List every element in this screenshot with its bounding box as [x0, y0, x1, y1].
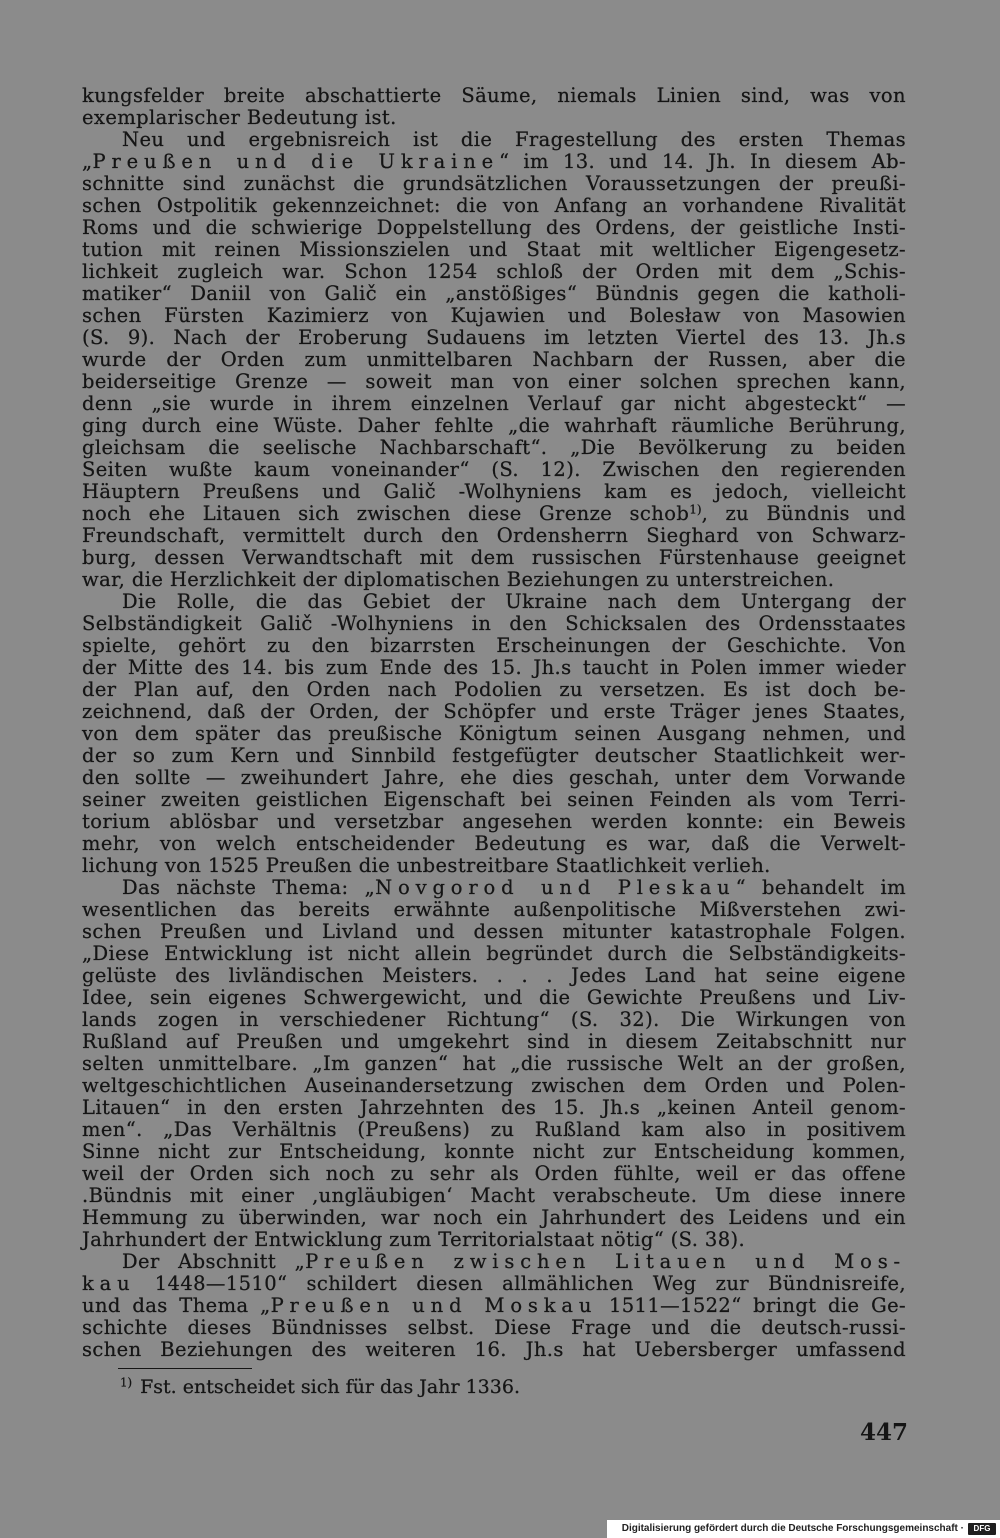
- text-line: [82, 899, 906, 921]
- text-run: lichkeit zugleich war. Schon 1254 schloß der Orden mit dem „Schis-: [82, 260, 906, 283]
- text-line: [82, 1075, 906, 1097]
- text-run: spielte, gehört zu den bizarrsten Erscheinungen der Geschichte. Von: [82, 634, 906, 657]
- text-run: .Bündnis mit einer ‚ungläubigen‘ Macht verabscheute. Um diese innere: [82, 1184, 906, 1207]
- text-line: [82, 855, 906, 877]
- text-run: der Plan auf, den Orden nach Podolien zu versetzen. Es ist doch be-: [82, 678, 906, 701]
- text-line: [82, 877, 906, 899]
- text-run: schen Preußen und Livland und dessen mitunter katastrophale Folgen.: [82, 920, 906, 943]
- text-run: schen Ostpolitik gekennzeichnet: die von Anfang an vorhandene Rivalität: [82, 194, 906, 217]
- text-line: [82, 107, 906, 129]
- text-line: [82, 657, 906, 679]
- text-line: [82, 1207, 906, 1229]
- text-run: Selbständigkeit Galič -Wolhyniens in den Schicksalen des Ordensstaates: [82, 612, 906, 635]
- text-line: [82, 305, 906, 327]
- text-run: Freundschaft, vermittelt durch den Ordensherrn Sieghard von Schwarz-: [82, 524, 906, 547]
- spaced-emphasis: Preußen zwischen Litauen und Mos-: [305, 1250, 906, 1273]
- spaced-emphasis: Novgorod und Pleskau: [375, 876, 736, 899]
- paragraph: [82, 129, 906, 591]
- text-run: gelüste des livländischen Meisters. . . . Jedes Land hat seine eigene: [82, 964, 906, 987]
- text-line: [82, 943, 906, 965]
- text-run: weil der Orden sich noch zu sehr als Orden fühlte, weil er das offene: [82, 1162, 906, 1185]
- text-line: [82, 921, 906, 943]
- text-line: [82, 1295, 906, 1317]
- footnote-reference: 1): [689, 502, 702, 517]
- text-line: [82, 635, 906, 657]
- digitization-credit: [607, 1520, 1000, 1538]
- text-run: Seiten wußte kaum voneinander“ (S. 12). Zwischen den regierenden: [82, 458, 906, 481]
- text-line: [82, 613, 906, 635]
- text-run: mehr, von welch entscheidender Bedeutung es war, daß die Verwelt-: [82, 832, 906, 855]
- text-line: [82, 85, 906, 107]
- text-run: Litauen“ in den ersten Jahrzehnten des 15. Jh.s „keinen Anteil genom-: [82, 1096, 906, 1119]
- text-line: [82, 1119, 906, 1141]
- text-run: weltgeschichtlichen Auseinandersetzung zwischen dem Orden und Polen-: [82, 1074, 906, 1097]
- text-run: Der Abschnitt „: [122, 1250, 306, 1273]
- text-run: exemplarischer Bedeutung ist.: [82, 106, 397, 129]
- text-line: [82, 811, 906, 833]
- text-run: 1448—1510“ schildert diesen allmählichen Weg zur Bündnisreife,: [135, 1272, 906, 1295]
- text-run: beiderseitige Grenze — soweit man von einer solchen sprechen kann,: [82, 370, 906, 393]
- text-line: [82, 987, 906, 1009]
- text-line: [82, 1317, 906, 1339]
- text-line: [82, 129, 906, 151]
- text-run: wesentlichen das bereits erwähnte außenpolitische Mißverstehen zwi-: [82, 898, 906, 921]
- text-run: von dem später das preußische Königtum seinen Ausgang nehmen, und: [82, 722, 906, 745]
- credit-text: Digitalisierung gefördert durch die Deutsche Forschungsgemeinschaft ·: [621, 1523, 964, 1534]
- text-run: zeichnend, daß der Orden, der Schöpfer und erste Träger jenes Staates,: [82, 700, 906, 723]
- text-line: [82, 965, 906, 987]
- text-line: [82, 151, 906, 173]
- text-run: Das nächste Thema: „: [122, 876, 376, 899]
- text-line: [82, 789, 906, 811]
- text-run: denn „sie wurde in ihrem einzelnen Verlauf gar nicht abgesteckt“ —: [82, 392, 906, 415]
- text-line: [82, 173, 906, 195]
- text-run: Idee, sein eigenes Schwergewicht, und die Gewichte Preußens und Liv-: [82, 986, 906, 1009]
- text-run: schen Fürsten Kazimierz von Kujawien und Bolesław von Masowien: [82, 304, 906, 327]
- paragraph: [82, 591, 906, 877]
- text-line: [82, 1185, 906, 1207]
- footnote-rule: [118, 1368, 252, 1369]
- paragraph: [82, 85, 906, 129]
- text-run: burg, dessen Verwandtschaft mit dem russischen Fürstenhause geeignet: [82, 546, 906, 569]
- text-line: [82, 239, 906, 261]
- text-run: ging durch eine Wüste. Daher fehlte „die wahrhaft räumliche Berührung,: [82, 414, 906, 437]
- text-line: [82, 1031, 906, 1053]
- text-run: (S. 9). Nach der Eroberung Sudauens im letzten Viertel des 13. Jh.s: [82, 326, 906, 349]
- text-run: war, die Herzlichkeit der diplomatischen Beziehungen zu unterstreichen.: [82, 568, 835, 591]
- text-run: “ behandelt im: [735, 876, 906, 899]
- text-run: selten unmittelbare. „Im ganzen“ hat „die russische Welt an der großen,: [82, 1052, 906, 1075]
- text-run: matiker“ Daniil von Galič ein „anstößiges“ Bündnis gegen die katholi-: [82, 282, 906, 305]
- text-line: [82, 591, 906, 613]
- text-line: [82, 459, 906, 481]
- spaced-emphasis: Preußen und Moskau: [270, 1294, 598, 1317]
- text-line: [82, 1141, 906, 1163]
- text-run: lands zogen in verschiedener Richtung“ (S. 32). Die Wirkungen von: [82, 1008, 906, 1031]
- text-run: “ im 13. und 14. Jh. In diesem Ab-: [499, 150, 906, 173]
- text-run: „Diese Entwicklung ist nicht allein begründet durch die Selbständigkeits-: [82, 942, 906, 965]
- text-run: 1511—1522“ bringt die Ge-: [597, 1294, 906, 1317]
- body-text: [82, 85, 906, 1361]
- text-line: [82, 767, 906, 789]
- text-run: Roms und die schwierige Doppelstellung des Ordens, der geistliche Insti-: [82, 216, 906, 239]
- text-run: Hemmung zu überwinden, war noch ein Jahrhundert des Leidens und ein: [82, 1206, 906, 1229]
- text-line: [82, 195, 906, 217]
- spaced-emphasis: Preußen und die Ukraine: [92, 150, 500, 173]
- footnote-marker: 1): [120, 1375, 133, 1390]
- text-run: torium ablösbar und versetzbar angesehen werden konnte: ein Beweis: [82, 810, 906, 833]
- text-run: Jahrhundert der Entwicklung zum Territorialstaat nötig“ (S. 38).: [82, 1228, 746, 1251]
- text-run: schichte dieses Bündnisses selbst. Diese Frage und die deutsch-russi-: [82, 1316, 906, 1339]
- text-run: der Mitte des 14. bis zum Ende des 15. Jh.s taucht in Polen immer wieder: [82, 656, 906, 679]
- text-line: [82, 1097, 906, 1119]
- paragraph: [82, 1251, 906, 1361]
- text-line: [82, 1251, 906, 1273]
- text-line: [82, 371, 906, 393]
- text-line: [82, 1229, 906, 1251]
- text-line: [82, 723, 906, 745]
- page-number: 447: [859, 1419, 908, 1446]
- text-run: tution mit reinen Missionszielen und Staat mit weltlicher Eigengesetz-: [82, 238, 906, 261]
- text-run: Rußland auf Preußen und umgekehrt sind in diesem Zeitabschnitt nur: [82, 1030, 906, 1053]
- text-run: Neu und ergebnisreich ist die Fragestellung des ersten Themas: [122, 128, 906, 151]
- text-line: [82, 569, 906, 591]
- text-run: Die Rolle, die das Gebiet der Ukraine nach dem Untergang der: [122, 590, 906, 613]
- text-run: schnitte sind zunächst die grundsätzlichen Voraussetzungen der preußi-: [82, 172, 906, 195]
- text-line: [82, 349, 906, 371]
- paragraph: [82, 877, 906, 1251]
- text-line: [82, 745, 906, 767]
- text-line: [82, 503, 906, 525]
- text-line: [82, 481, 906, 503]
- text-run: gleichsam die seelische Nachbarschaft“. „Die Bevölkerung zu beiden: [82, 436, 906, 459]
- text-line: [82, 1339, 906, 1361]
- spaced-emphasis: kau: [82, 1272, 136, 1295]
- text-run: seiner zweiten geistlichen Eigenschaft bei seinen Feinden als vom Terri-: [82, 788, 906, 811]
- dfg-logo: DFG: [968, 1523, 996, 1535]
- text-line: [82, 833, 906, 855]
- text-run: schen Beziehungen des weiteren 16. Jh.s hat Uebersberger umfassend: [82, 1338, 906, 1361]
- text-line: [82, 525, 906, 547]
- text-line: [82, 437, 906, 459]
- text-run: wurde der Orden zum unmittelbaren Nachbarn der Russen, aber die: [82, 348, 906, 371]
- text-line: [82, 393, 906, 415]
- text-line: [82, 1273, 906, 1295]
- footnote: [120, 1376, 520, 1398]
- text-line: [82, 261, 906, 283]
- text-line: [82, 1163, 906, 1185]
- text-run: kungsfelder breite abschattierte Säume, niemals Linien sind, was von: [82, 84, 906, 107]
- text-run: und das Thema „: [82, 1294, 271, 1317]
- text-run: noch ehe Litauen sich zwischen diese Grenze schob: [82, 502, 690, 525]
- text-run: lichung von 1525 Preußen die unbestreitbare Staatlichkeit verlieh.: [82, 854, 771, 877]
- text-line: [82, 283, 906, 305]
- text-line: [82, 1053, 906, 1075]
- text-line: [82, 327, 906, 349]
- footnote-text: Fst. entscheidet sich für das Jahr 1336.: [140, 1376, 520, 1398]
- text-run: Häuptern Preußens und Galič -Wolhyniens kam es jedoch, vielleicht: [82, 480, 906, 503]
- text-line: [82, 1009, 906, 1031]
- text-run: den sollte — zweihundert Jahre, ehe dies geschah, unter dem Vorwande: [82, 766, 906, 789]
- text-line: [82, 679, 906, 701]
- text-run: , zu Bündnis und: [701, 502, 907, 525]
- text-line: [82, 415, 906, 437]
- text-run: men“. „Das Verhältnis (Preußens) zu Rußland kam also in positivem: [82, 1118, 906, 1141]
- text-run: „: [82, 150, 93, 173]
- text-run: der so zum Kern und Sinnbild festgefügter deutscher Staatlichkeit wer-: [82, 744, 906, 767]
- text-line: [82, 701, 906, 723]
- text-line: [82, 547, 906, 569]
- text-line: [82, 217, 906, 239]
- text-run: Sinne nicht zur Entscheidung, konnte nicht zur Entscheidung kommen,: [82, 1140, 906, 1163]
